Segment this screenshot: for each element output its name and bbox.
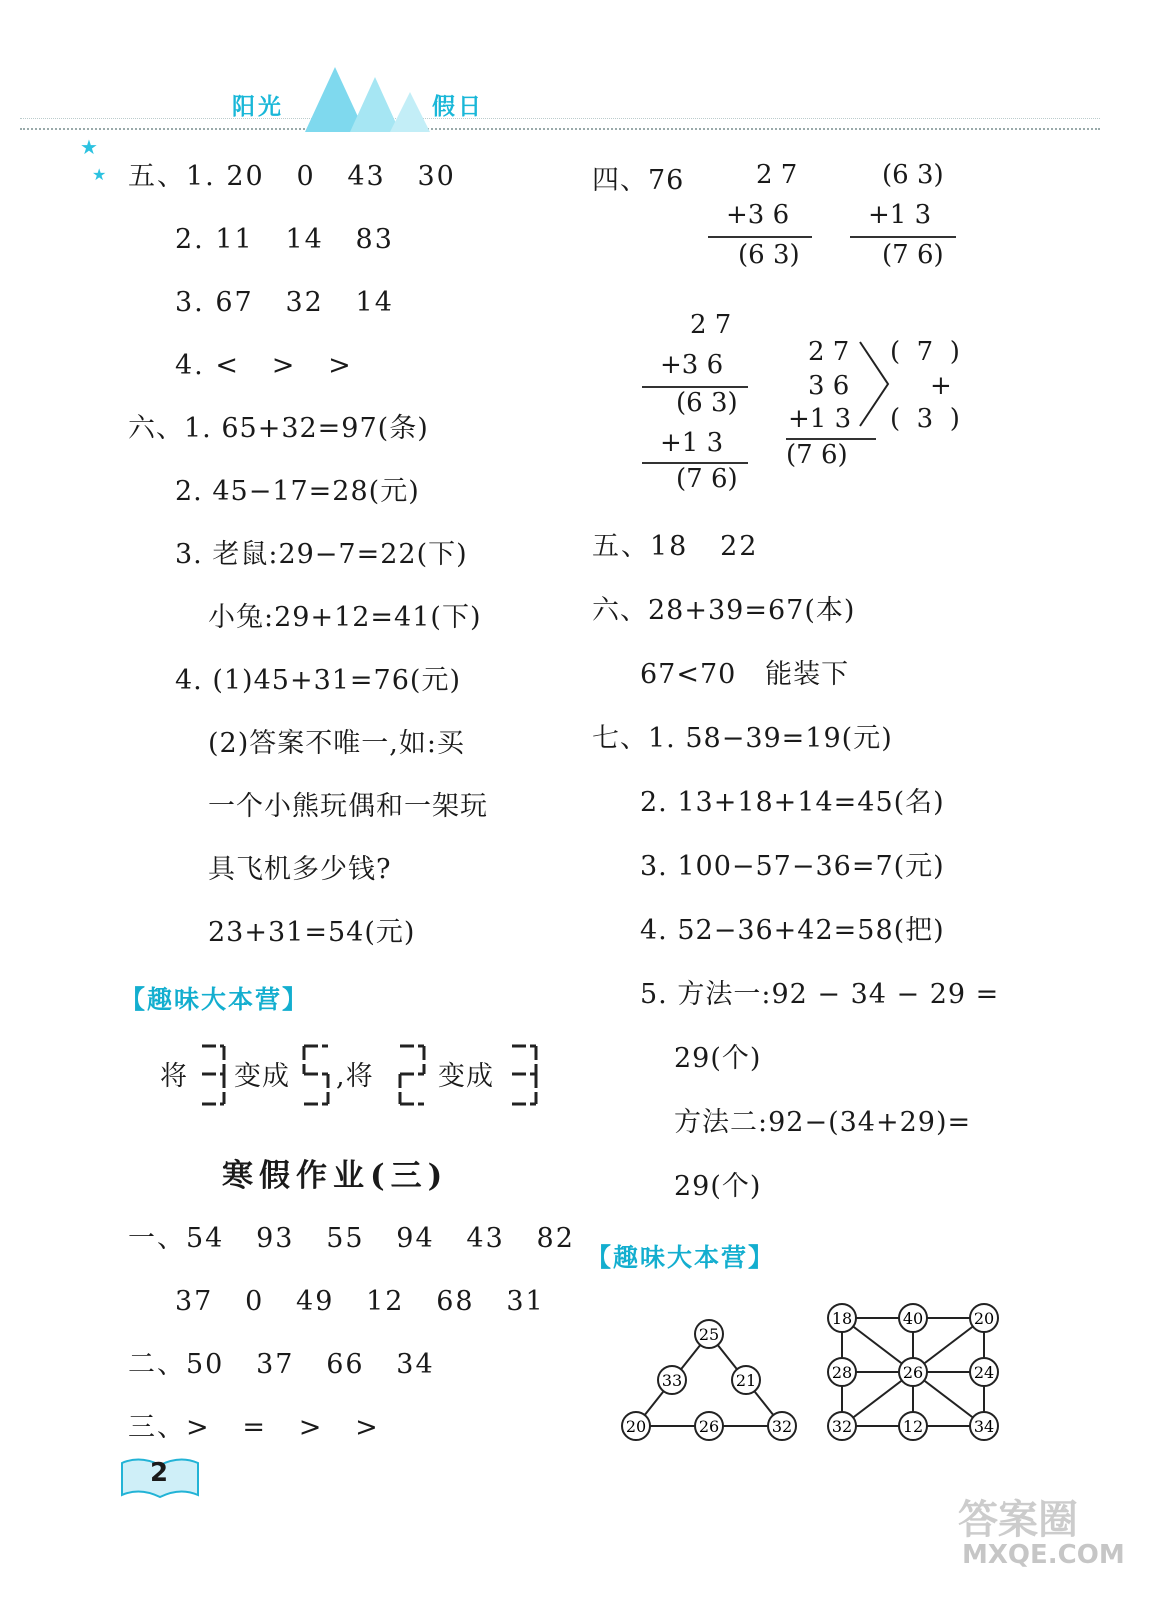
vcalc4-line4: (7 6) (786, 440, 848, 470)
header-dotted-line-top (20, 118, 1100, 119)
answer-5-4: 4. < > > (175, 350, 353, 381)
vcalc1-line1: 2 7 (756, 160, 798, 190)
answer-hw3-1b: 37 0 49 12 68 31 (175, 1286, 545, 1317)
vcalc2-line3: (7 6) (882, 240, 944, 270)
vcalc4-right2: + (930, 371, 952, 401)
answer-6-4a: 4. (1)45+31=76(元) (175, 665, 461, 696)
header-title-left: 阳光 (232, 94, 284, 120)
vcalc4-right1: ( 7 ) (890, 337, 960, 367)
svg-text:28: 28 (831, 1363, 853, 1382)
answer-r7-2: 2. 13+18+14=45(名) (640, 787, 945, 818)
grid-node-24 (970, 1358, 998, 1386)
grid-node-20 (970, 1304, 998, 1332)
svg-text:20: 20 (973, 1309, 995, 1328)
answer-5-1: 五、1. 20 0 43 30 (128, 161, 456, 192)
svg-text:21: 21 (735, 1371, 757, 1390)
answer-r7-5a: 5. 方法一:92 − 34 − 29 = (640, 979, 1000, 1010)
vcalc4-line3: +1 3 (788, 404, 852, 434)
answer-r4: 四、76 (592, 165, 685, 196)
fun-word-jiang: 将 (160, 1061, 188, 1092)
answer-r7-5c: 方法二:92−(34+29)= (674, 1107, 972, 1138)
vcalc3-line3: (6 3) (676, 388, 738, 418)
answer-r7-5b: 29(个) (674, 1043, 762, 1074)
svg-text:24: 24 (973, 1363, 995, 1382)
grid-node-26 (899, 1358, 927, 1386)
svg-text:26: 26 (902, 1363, 924, 1382)
fun-word-biancheng-2: 变成 (438, 1061, 494, 1092)
svg-text:25: 25 (698, 1325, 720, 1344)
answer-r5: 五、18 22 (592, 531, 759, 562)
watermark-url: MXQE.COM (962, 1540, 1125, 1570)
vcalc1-line2: +3 6 (726, 200, 790, 230)
grid-node-34 (970, 1412, 998, 1440)
answer-6-3b: 小兔:29+12=41(下) (208, 602, 482, 633)
grid-node-28 (828, 1358, 856, 1386)
digit-5-icon (300, 1042, 334, 1108)
star-icon: ★ (80, 135, 98, 159)
triangle-node-20 (622, 1412, 650, 1440)
vcalc3-line2: +3 6 (660, 350, 724, 380)
svg-text:40: 40 (902, 1309, 924, 1328)
answer-hw3-2: 二、50 37 66 34 (128, 1349, 435, 1380)
header-tree-decoration (290, 62, 440, 137)
vcalc1-line3: (6 3) (738, 240, 800, 270)
angle-bracket-icon (856, 340, 892, 428)
vcalc1-rule (708, 236, 812, 238)
svg-text:26: 26 (698, 1417, 720, 1436)
vcalc4-line1: 2 7 (808, 337, 850, 367)
homework-title: 寒假作业(三) (222, 1158, 449, 1194)
answer-5-3: 3. 67 32 14 (175, 287, 394, 318)
digit-2-icon (396, 1042, 430, 1108)
answer-r7-4: 4. 52−36+42=58(把) (640, 915, 945, 946)
grid-node-40 (899, 1304, 927, 1332)
fun-word-jiang-2: ,将 (336, 1061, 374, 1092)
vcalc2-line2: +1 3 (868, 200, 932, 230)
answer-6-4d: 具飞机多少钱? (208, 854, 392, 885)
answer-6-4b: (2)答案不唯一,如:买 (208, 728, 465, 759)
digit-3b-icon (508, 1042, 542, 1108)
svg-text:32: 32 (831, 1417, 853, 1436)
triangle-node-26 (695, 1412, 723, 1440)
answer-5-2: 2. 11 14 83 (175, 224, 394, 255)
grid-puzzle (822, 1300, 1006, 1450)
triangle-node-33 (658, 1366, 686, 1394)
vcalc3-line4: +1 3 (660, 428, 724, 458)
triangle-node-32 (768, 1412, 796, 1440)
watermark-logo: 答案圈 (958, 1497, 1078, 1543)
vcalc4-right3: ( 3 ) (890, 404, 960, 434)
svg-text:34: 34 (973, 1417, 995, 1436)
svg-text:12: 12 (902, 1417, 924, 1436)
triangle-node-21 (732, 1366, 760, 1394)
vcalc3-line5: (7 6) (676, 464, 738, 494)
svg-text:33: 33 (661, 1371, 683, 1390)
page-number: 2 (150, 1458, 169, 1488)
answer-r7-1: 七、1. 58−39=19(元) (592, 723, 893, 754)
vcalc4-line2: 3 6 (808, 371, 850, 401)
answer-6-4c: 一个小熊玩偶和一架玩 (208, 791, 488, 822)
triangle-node-25 (695, 1320, 723, 1348)
header-dotted-line (20, 128, 1100, 130)
answer-r6b: 67<70 能装下 (640, 659, 850, 690)
fun-section-tag: 【趣味大本营】 (120, 985, 310, 1014)
vcalc2-rule (850, 236, 956, 238)
answer-r7-5d: 29(个) (674, 1171, 762, 1202)
answer-hw3-1a: 一、54 93 55 94 43 82 (128, 1223, 575, 1254)
vcalc2-line1: (6 3) (882, 160, 944, 190)
header-title-right: 假日 (432, 94, 484, 120)
fun-word-biancheng-1: 变成 (234, 1061, 290, 1092)
answer-6-2: 2. 45−17=28(元) (175, 476, 420, 507)
answer-6-4e: 23+31=54(元) (208, 917, 416, 948)
svg-text:20: 20 (625, 1417, 647, 1436)
fun-section-tag-right: 【趣味大本营】 (586, 1243, 776, 1272)
grid-node-18 (828, 1304, 856, 1332)
answer-r7-3: 3. 100−57−36=7(元) (640, 851, 945, 882)
svg-text:32: 32 (771, 1417, 793, 1436)
answer-hw3-3: 三、> = > > (128, 1412, 380, 1443)
vcalc3-line1: 2 7 (690, 310, 732, 340)
svg-text:18: 18 (831, 1309, 853, 1328)
grid-node-12 (899, 1412, 927, 1440)
digit-3-icon (198, 1042, 230, 1108)
grid-node-32 (828, 1412, 856, 1440)
answer-6-3a: 3. 老鼠:29−7=22(下) (175, 539, 468, 570)
answer-6-1: 六、1. 65+32=97(条) (128, 413, 429, 444)
star-icon-small: ★ (92, 165, 107, 184)
triangle-puzzle (616, 1310, 806, 1450)
answer-r6a: 六、28+39=67(本) (592, 595, 856, 626)
